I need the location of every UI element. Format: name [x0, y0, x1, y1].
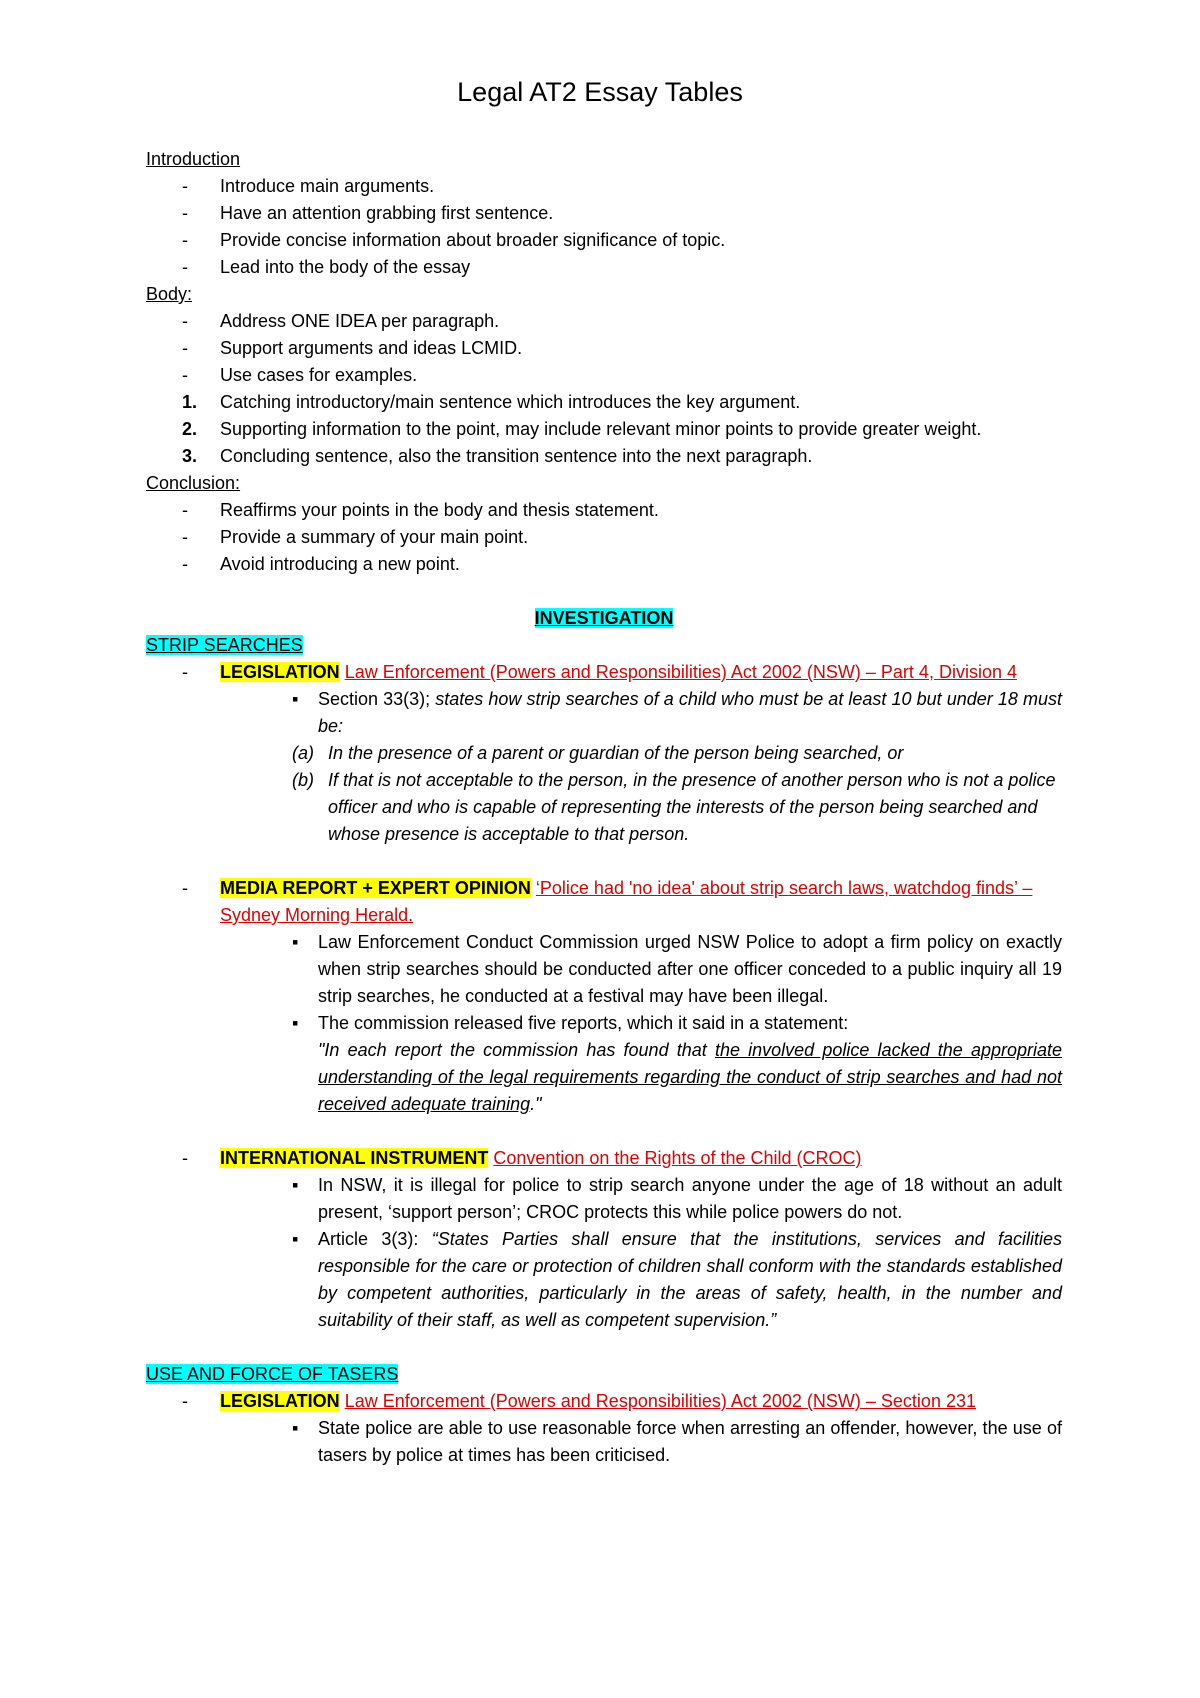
list-item: - Reaffirms your points in the body and thesis statement.	[182, 500, 659, 520]
list-item: - Address ONE IDEA per paragraph.	[182, 311, 500, 331]
list-item: - Support arguments and ideas LCMID.	[182, 338, 523, 358]
legislation-entry: - LEGISLATION Law Enforcement (Powers and Responsibilities) Act 2002 (NSW) – Part 4, Division 4	[182, 662, 1017, 682]
sub-item: (a) In the presence of a parent or guardian of the person being searched, or	[292, 743, 904, 763]
list-item: - Provide concise information about broader significance of topic.	[182, 230, 726, 250]
introduction-heading: Introduction	[146, 149, 241, 169]
legislation-entry: - LEGISLATION Law Enforcement (Powers and Responsibilities) Act 2002 (NSW) – Section 231	[182, 1391, 976, 1411]
list-item: - Avoid introducing a new point.	[182, 554, 460, 574]
bullet-item: ▪ Article 3(3): “States Parties shall ensure that the institutions, services and facilities responsible for the care or protection of children shall conform with the standards established by competent authorities, particularly in the areas of safety, health, in the number and suitability of their staff, as well as competent supervision.”	[292, 1229, 1062, 1330]
conclusion-heading: Conclusion:	[146, 473, 241, 493]
bullet-item: ▪ In NSW, it is illegal for police to strip search anyone under the age of 18 without an adult present, ‘support person’; CROC protects this while police powers do not.	[292, 1175, 1062, 1222]
bullet-item: ▪ State police are able to use reasonable force when arresting an offender, however, the use of tasers by police at times has been criticised.	[292, 1418, 1062, 1465]
media-entry: - MEDIA REPORT + EXPERT OPINION ‘Police had 'no idea' about strip search laws, watchdog finds’ – Sydney Morning Herald.	[182, 878, 1033, 925]
tasers-heading: USE AND FORCE OF TASERS	[146, 1364, 399, 1384]
strip-searches-heading: STRIP SEARCHES	[146, 635, 303, 655]
bullet-item: ▪ The commission released five reports, which it said in a statement: "In each report the commission has found that the involved police lacked the appropriate understanding of the legal requirements regarding the conduct of strip searches and had not received adequate training."	[292, 1013, 1063, 1114]
numbered-item: 3. Concluding sentence, also the transition sentence into the next paragraph.	[182, 446, 813, 466]
media-source: ‘Police had 'no idea' about strip search laws, watchdog finds’ – Sydney Morning Herald.	[220, 878, 1033, 925]
bullet-item: ▪ Section 33(3); states how strip searches of a child who must be at least 10 but under 18 must be:	[292, 689, 1062, 736]
international-tag: INTERNATIONAL INSTRUMENT	[220, 1148, 489, 1168]
body-heading: Body:	[146, 284, 193, 304]
legislation-tag: LEGISLATION	[220, 1391, 340, 1411]
list-item: - Use cases for examples.	[182, 365, 418, 385]
document-content	[146, 146, 1062, 1469]
legislation-source: Law Enforcement (Powers and Responsibilities) Act 2002 (NSW) – Section 231	[344, 1391, 976, 1411]
international-entry: - INTERNATIONAL INSTRUMENT Convention on the Rights of the Child (CROC)	[182, 1148, 862, 1168]
list-item: - Lead into the body of the essay	[182, 257, 471, 277]
bullet-item: ▪ Law Enforcement Conduct Commission urged NSW Police to adopt a firm policy on exactly when strip searches should be conducted after one officer conceded to a public inquiry all 19 strip searches, he conducted at a festival may have been illegal.	[292, 932, 1062, 1006]
numbered-item: 2. Supporting information to the point, may include relevant minor points to provide greater weight.	[182, 419, 982, 439]
sub-item: (b) If that is not acceptable to the person, in the presence of another person who is not a police officer and who is capable of representing the interests of the person being searched and whose presence is acceptable to that person.	[292, 770, 1056, 844]
legislation-tag: LEGISLATION	[220, 662, 340, 682]
legislation-source: Law Enforcement (Powers and Responsibilities) Act 2002 (NSW) – Part 4, Division 4	[344, 662, 1017, 682]
international-source: Convention on the Rights of the Child (CROC)	[493, 1148, 862, 1168]
list-item: - Provide a summary of your main point.	[182, 527, 529, 547]
list-item: - Introduce main arguments.	[182, 176, 435, 196]
investigation-heading: INVESTIGATION	[534, 608, 674, 628]
media-tag: MEDIA REPORT + EXPERT OPINION	[220, 878, 531, 898]
list-item: - Have an attention grabbing first sentence.	[182, 203, 554, 223]
document-title: Legal AT2 Essay Tables	[457, 77, 743, 107]
numbered-item: 1. Catching introductory/main sentence which introduces the key argument.	[182, 392, 801, 412]
